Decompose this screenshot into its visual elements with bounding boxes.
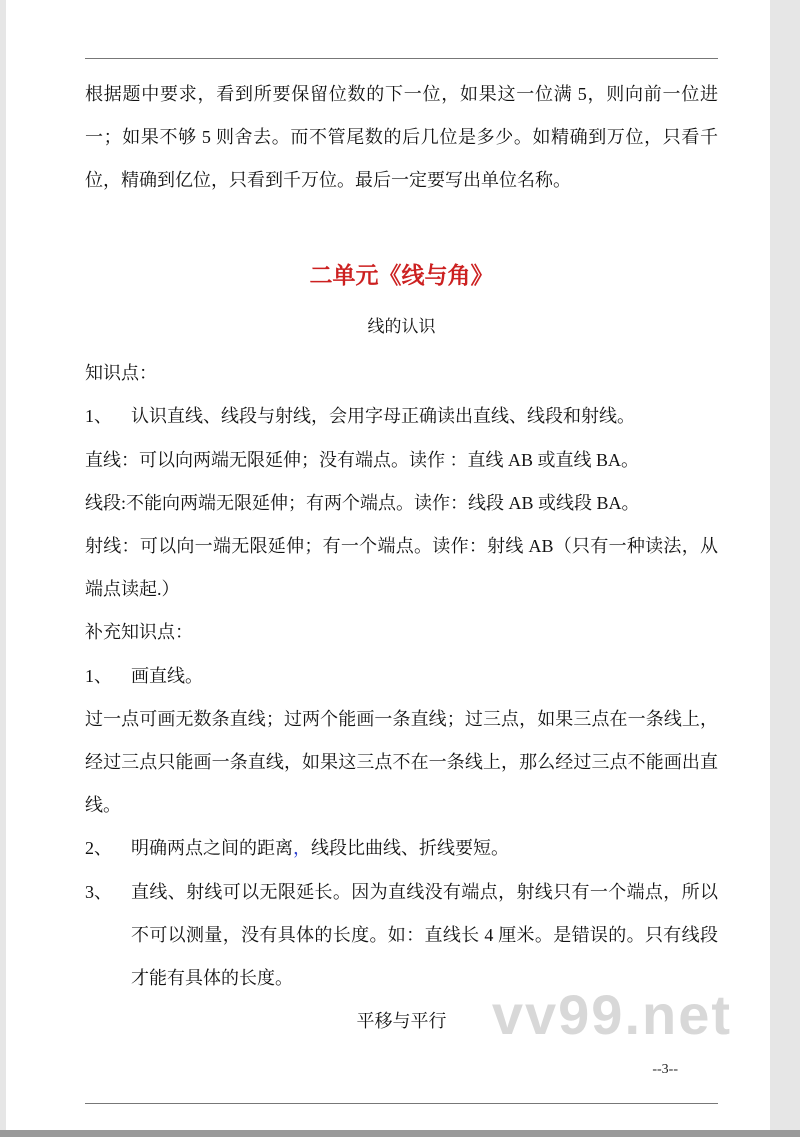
section-heading: 线的认识 (367, 317, 436, 337)
supplement-item-2 (85, 827, 718, 870)
item2-blue-comma: ， (293, 838, 311, 859)
viewer-bottom-edge (0, 1130, 800, 1137)
header-rule (85, 58, 718, 59)
footer-rule (85, 1103, 718, 1104)
intro-paragraph: 根据题中要求，看到所要保留位数的下一位，如果这一位满 5，则向前一位进一；如果不够 5 则舍去。而不管尾数的后几位是多少。如精确到万位，只看千位，精确到亿位，只看到千万位。最后一定要写出单位名称。 (85, 84, 718, 191)
supplement-label: 补充知识点： (85, 622, 193, 643)
page-number: --3-- (652, 1062, 678, 1077)
ray-definition: 射线：可以向一端无限延伸；有一个端点。读作：射线 AB（只有一种读法，从端点读起.） (85, 536, 718, 600)
knowledge-item-1 (85, 395, 718, 438)
segment-definition: 线段:不能向两端无限延伸；有两个端点。读作：线段 AB 或线段 BA。 (85, 492, 640, 513)
watermark: vv99.net (491, 983, 732, 1046)
document-page (6, 0, 770, 1130)
list-number: 1、 (85, 406, 112, 427)
item2-text-b: 线段比曲线、折线要短。 (311, 838, 509, 859)
list-text: 画直线。 (131, 665, 203, 686)
item2-text-a: 明确两点之间的距离 (131, 838, 293, 859)
document-content (85, 73, 718, 1043)
line-definition: 直线：可以向两端无限延伸；没有端点。读作 ：直线 AB 或直线 BA。 (85, 449, 640, 470)
list-number: 2、 (85, 838, 112, 859)
unit-heading: 二单元《线与角》 (309, 262, 494, 288)
knowledge-points-label: 知识点： (85, 363, 157, 384)
list-text (131, 827, 718, 870)
list-number: 3、 (85, 881, 112, 902)
supplement-item-1 (85, 655, 718, 698)
list-number: 1、 (85, 665, 112, 686)
supplement-item-3 (85, 871, 718, 1001)
list-text: 认识直线、线段与射线，会用字母正确读出直线、线段和射线。 (131, 406, 635, 427)
list-text: 直线、射线可以无限延长。因为直线没有端点，射线只有一个端点，所以不可以测量，没有具体的长度。如：直线长 4 厘米。是错误的。只有线段才能有具体的长度。 (131, 881, 718, 988)
next-section-heading: 平移与平行 (356, 1011, 447, 1032)
supplement-paragraph: 过一点可画无数条直线；过两个能画一条直线；过三点，如果三点在一条线上，经过三点只能画一条直线，如果这三点不在一条线上，那么经过三点不能画出直线。 (85, 708, 718, 816)
